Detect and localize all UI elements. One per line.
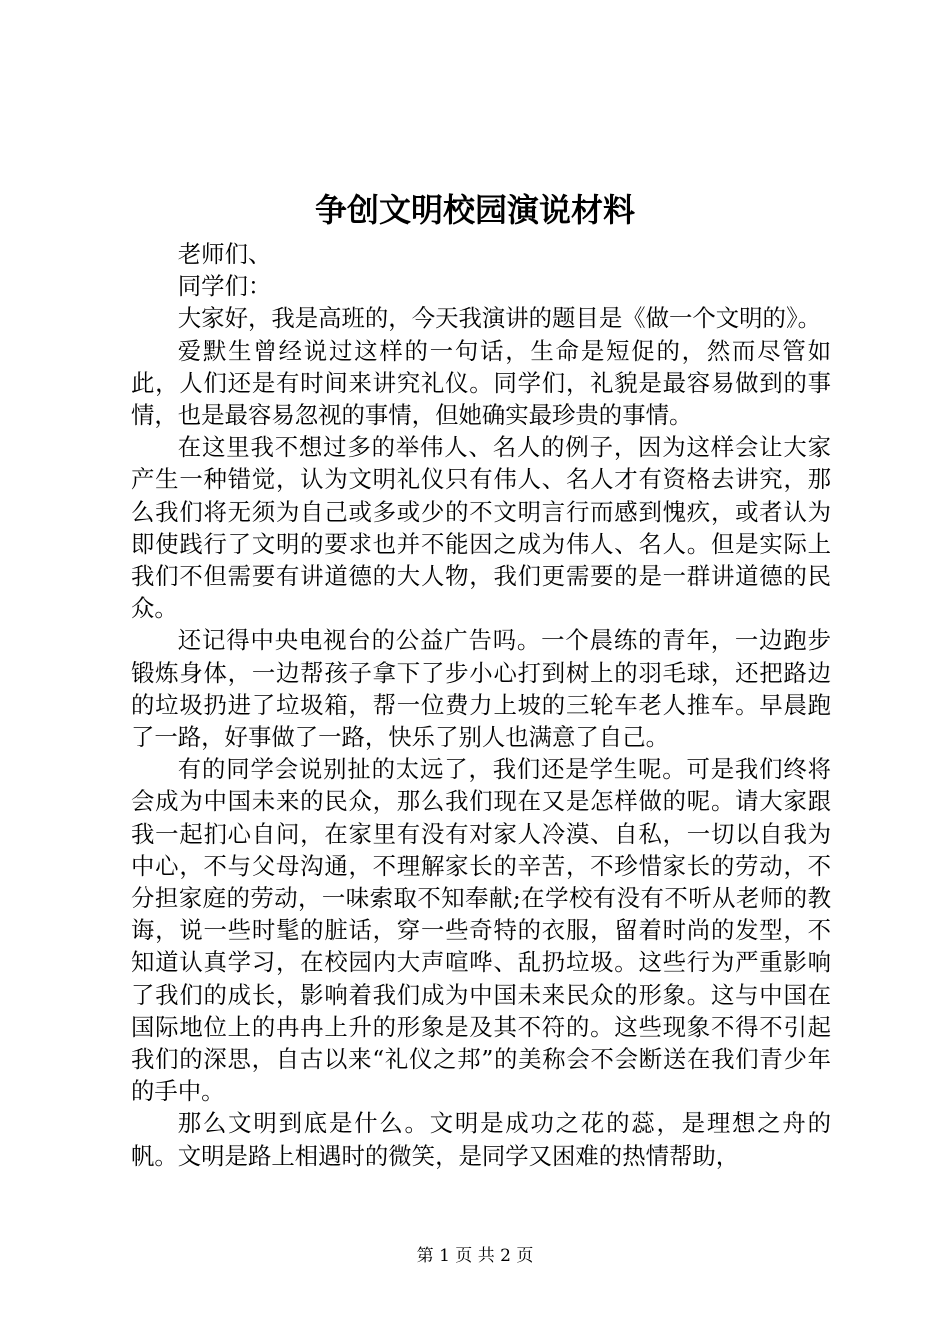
paragraph-what-is-civility: 那么文明到底是什么。文明是成功之花的蕊，是理想之舟的帆。文明是路上相遇时的微笑，是同学又困难的热情帮助， <box>131 1109 831 1170</box>
document-title: 争创文明校园演说材料 <box>314 191 635 229</box>
paragraph-greeting: 大家好，我是高班的，今天我演讲的题目是《做一个文明的》。 <box>177 304 822 333</box>
salutation-teachers: 老师们、 <box>177 240 272 268</box>
paragraph-cctv-ad: 还记得中央电视台的公益广告吗。一个晨练的青年，一边跑步锻炼身体，一边帮孩子拿下了步小心打到树上的羽毛球，还把路边的垃圾扔进了垃圾箱，帮一位费力上坡的三轮车老人推车。早晨跑了一路，好事做了一路，快乐了别人也满意了自己。 <box>131 626 831 752</box>
paragraph-self-reflection: 有的同学会说别扯的太远了，我们还是学生呢。可是我们终将会成为中国未来的民众，那么我们现在又是怎样做的呢。请大家跟我一起扪心自问，在家里有没有对家人冷漠、自私，一切以自我为中心，不与父母沟通，不理解家长的辛苦，不珍惜家长的劳动，不分担家庭的劳动，一味索取不知奉献;在学校有没有不听从老师的教诲，说一些时髦的脏话，穿一些奇特的衣服，留着时尚的发型，不知道认真学习，在校园内大声喧哗、乱扔垃圾。这些行为严重影响了我们的成长，影响着我们成为中国未来民众的形象。这与中国在国际地位上的冉冉上升的形象是及其不符的。这些现象不得不引起我们的深思，自古以来“礼仪之邦”的美称会不会断送在我们青少年的手中。 <box>131 755 831 1106</box>
paragraph-emerson-quote: 爱默生曾经说过这样的一句话，生命是短促的，然而尽管如此，人们还是有时间来讲究礼仪。同学们，礼貌是最容易做到的事情，也是最容易忽视的事情，但她确实最珍贵的事情。 <box>131 336 831 430</box>
paragraph-public-morality: 在这里我不想过多的举伟人、名人的例子，因为这样会让大家产生一种错觉，认为文明礼仪只有伟人、名人才有资格去讲究，那么我们将无须为自己或多或少的不文明言行而感到愧疚，或者认为即使践行了文明的要求也并不能因之成为伟人、名人。但是实际上我们不但需要有讲道德的大人物，我们更需要的是一群讲道德的民众。 <box>131 433 831 623</box>
salutation-students: 同学们： <box>177 272 272 301</box>
document-body <box>131 238 831 1172</box>
page-number-footer: 第 1 页 共 2 页 <box>416 1246 534 1266</box>
